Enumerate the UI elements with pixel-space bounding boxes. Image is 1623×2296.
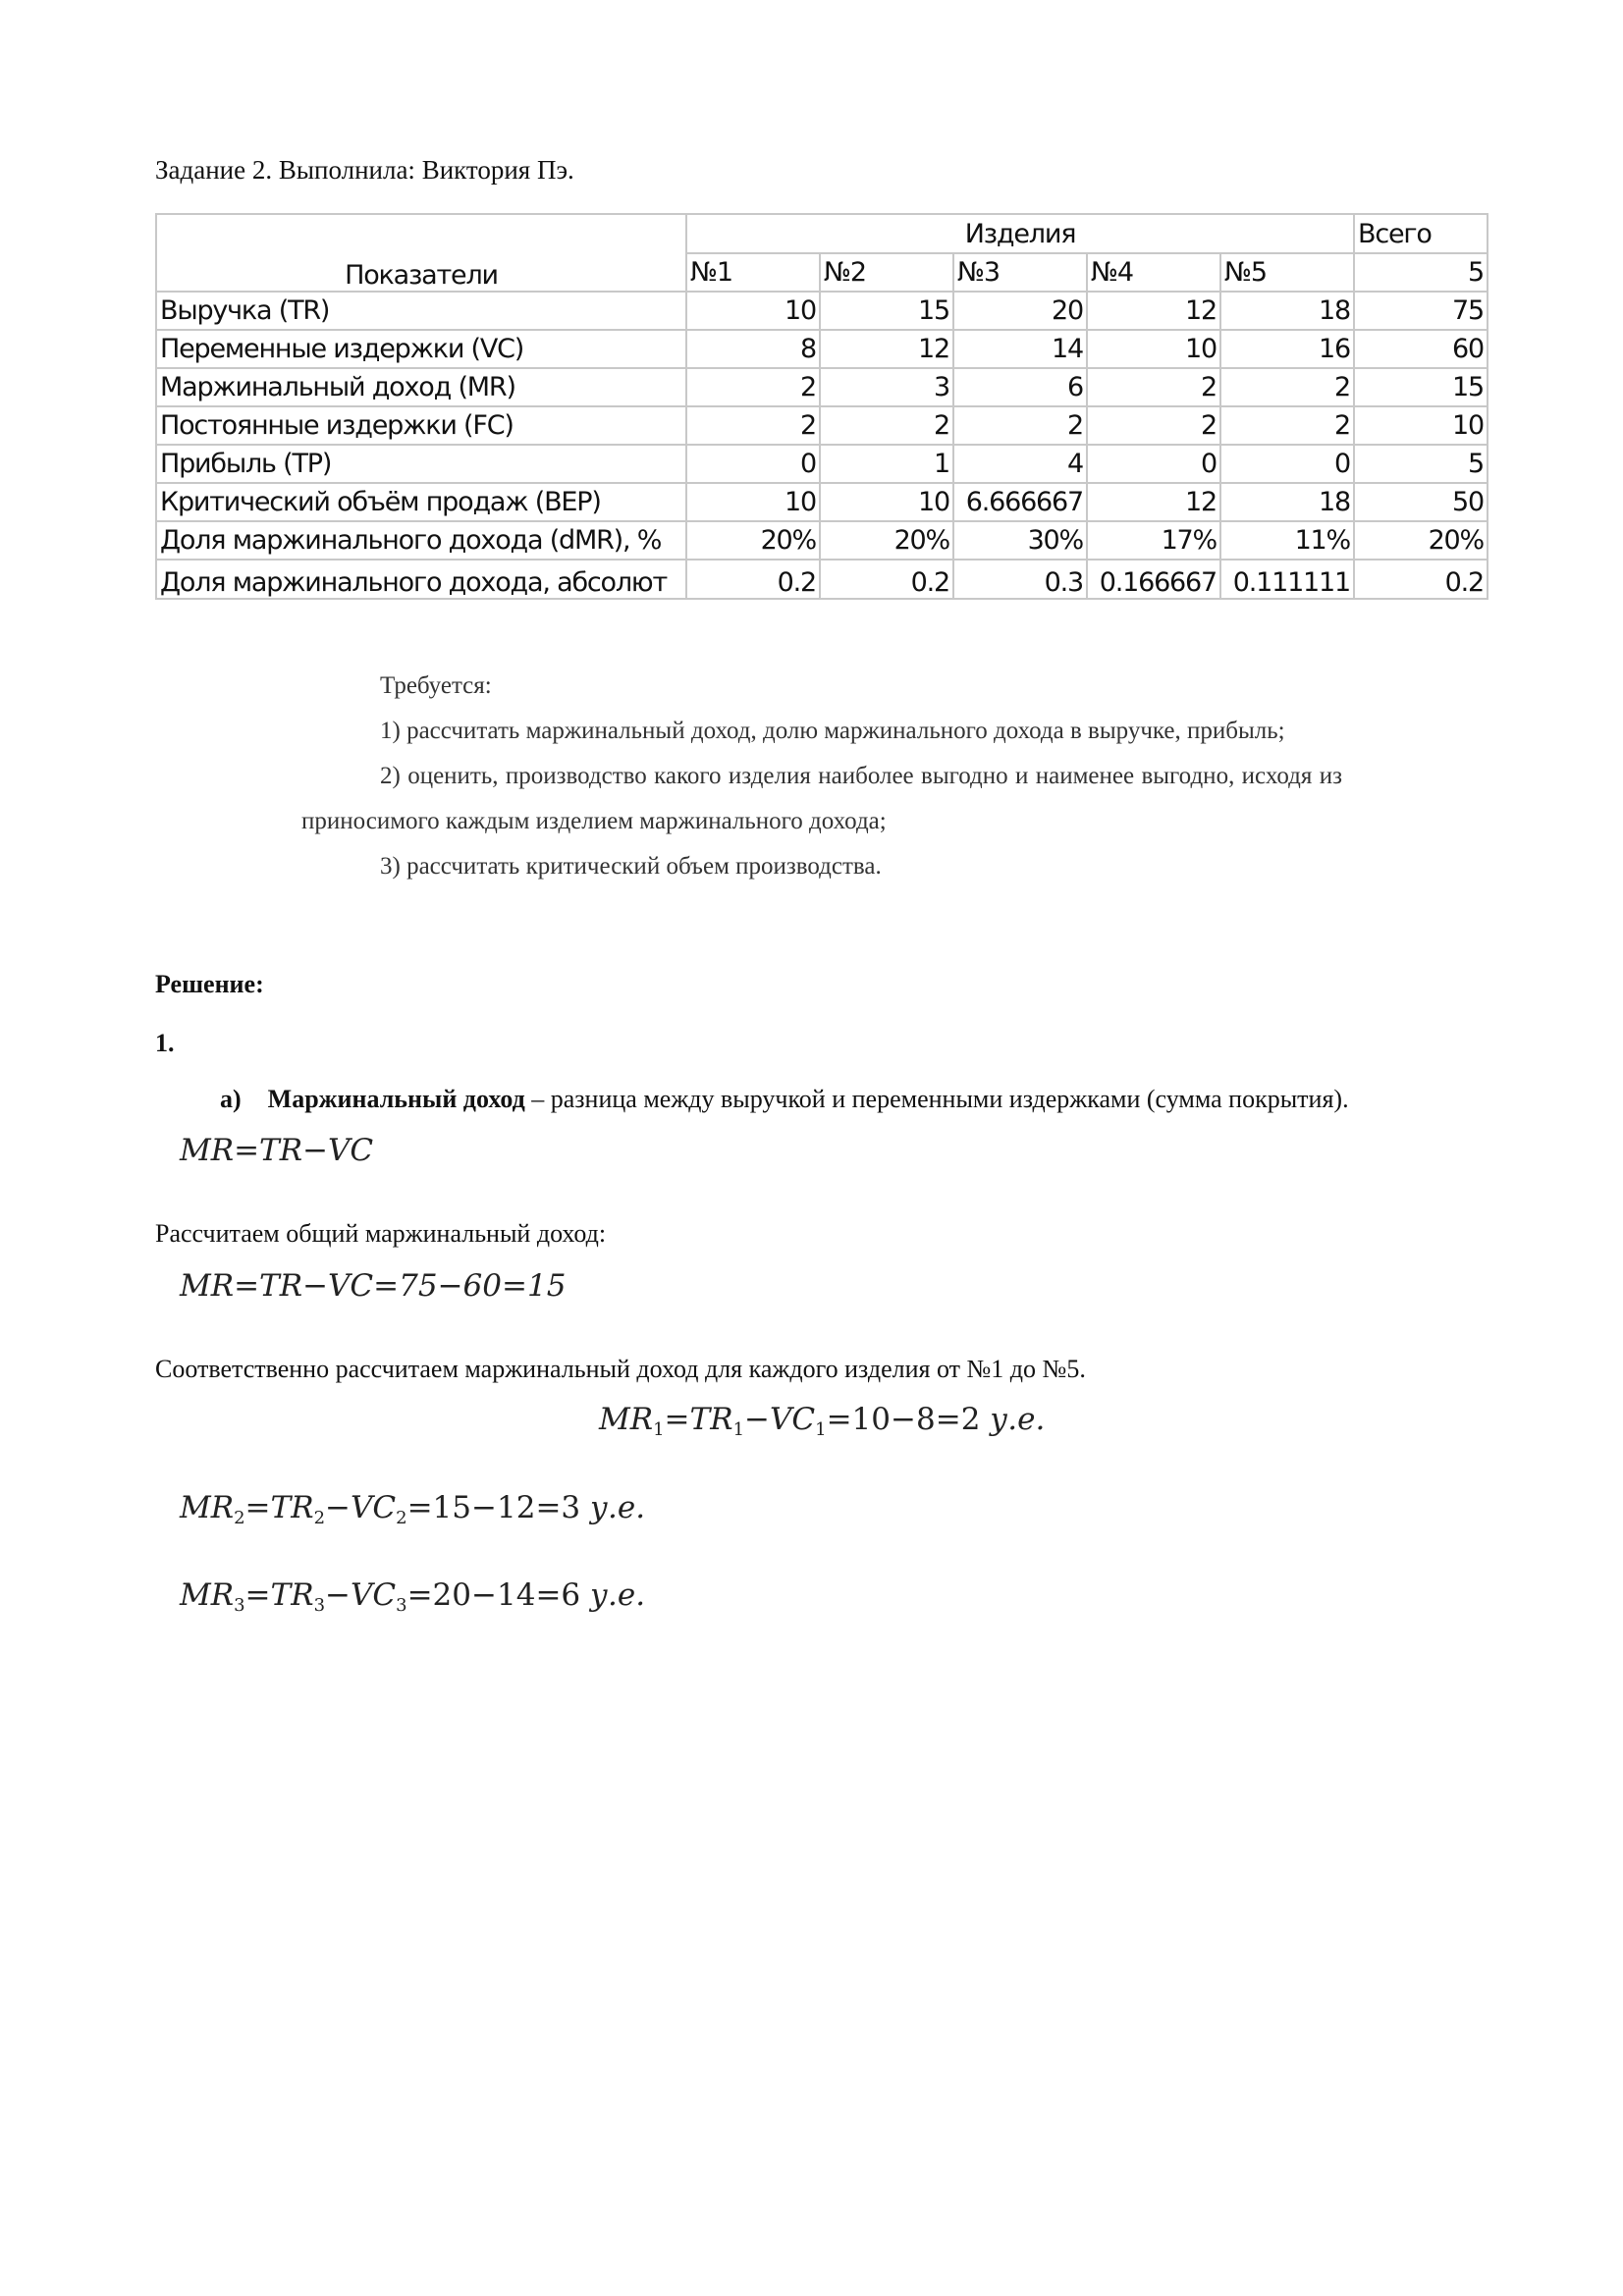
table-row [156,292,1488,330]
table-cell: 2 [686,406,820,445]
table-cell: 1 [820,445,953,483]
each-intro: Соответственно рассчитаем маржинальный доход для каждого изделия от №1 до №5. [155,1355,1086,1383]
row-label: Постоянные издержки (FC) [156,406,686,445]
table-row [156,560,1488,599]
table-row [156,368,1488,406]
formula-total: MR=TR−VC=75−60=15 [180,1268,567,1304]
header-group-cell: Изделия [686,214,1354,253]
task-item-2: 2) оценить, производство какого изделия наиболее выгодно и наименее выгодно, исходя из приносимого каждым изделием маржинального дохода; [301,763,1342,834]
table-cell: 15 [1354,368,1488,406]
table-cell: 20% [686,521,820,560]
formula-product-3: $MR_3=TR_3-VC_3=20-14=6$ у.е. [180,1577,646,1616]
column-header: №4 [1087,253,1220,292]
task-heading: Требуется: [380,672,492,699]
table-cell: 10 [686,483,820,521]
solution-heading: Решение: [155,970,264,998]
table-header-row-1 [156,214,1488,253]
table-cell: 0.2 [686,560,820,599]
table-cell: 15 [820,292,953,330]
table-cell: 0 [1220,445,1354,483]
total-count-cell: 5 [1354,253,1488,292]
table-cell: 18 [1220,483,1354,521]
table-cell: 12 [1087,483,1220,521]
table-cell: 2 [1220,368,1354,406]
row-label: Выручка (TR) [156,292,686,330]
table-cell: 50 [1354,483,1488,521]
row-label: Доля маржинального дохода (dMR), % [156,521,686,560]
solution-number: 1. [155,1029,175,1057]
table-cell: 2 [1087,406,1220,445]
definition-text: – разница между выручкой и переменными издержками (сумма покрытия). [524,1085,1349,1113]
row-label: Критический объём продаж (BEP) [156,483,686,521]
indicators-table [155,213,1488,600]
task-item-1: 1) рассчитать маржинальный доход, долю маржинального дохода в выручке, прибыль; [380,718,1285,744]
table-cell: 4 [953,445,1087,483]
table-cell: 8 [686,330,820,368]
task-item-3: 3) рассчитать критический объем производства. [380,853,882,880]
table-row [156,445,1488,483]
table-cell: 10 [820,483,953,521]
table-cell: 60 [1354,330,1488,368]
table-cell: 0 [1087,445,1220,483]
table-cell: 18 [1220,292,1354,330]
table-cell: 16 [1220,330,1354,368]
document-title: Задание 2. Выполнила: Виктория Пэ. [155,155,574,185]
table-cell: 0.2 [1354,560,1488,599]
table-cell: 0.2 [820,560,953,599]
table-cell: 0.111111 [1220,560,1354,599]
formula-general: MR=TR−VC [180,1133,374,1168]
table-cell: 12 [820,330,953,368]
table-cell: 20% [1354,521,1488,560]
table-cell: 17% [1087,521,1220,560]
table-cell: 20% [820,521,953,560]
total-intro: Рассчитаем общий маржинальный доход: [155,1219,607,1248]
table-cell: 6 [953,368,1087,406]
table-row [156,330,1488,368]
table-cell: 30% [953,521,1087,560]
table-cell: 20 [953,292,1087,330]
item-letter: а) [220,1085,242,1113]
definition-line [220,1085,1349,1114]
table-cell: 11% [1220,521,1354,560]
row-label: Прибыль (TP) [156,445,686,483]
table-row [156,406,1488,445]
table-cell: 2 [686,368,820,406]
column-header: №1 [686,253,820,292]
row-label: Доля маржинального дохода, абсолют [156,560,686,599]
table-cell: 6.666667 [953,483,1087,521]
definition-term: Маржинальный доход [267,1085,525,1113]
table-cell: 14 [953,330,1087,368]
row-label: Переменные издержки (VC) [156,330,686,368]
table-cell: 3 [820,368,953,406]
table-cell: 0.3 [953,560,1087,599]
header-total-cell: Всего [1354,214,1488,253]
column-header: №3 [953,253,1087,292]
table-cell: 12 [1087,292,1220,330]
table-row [156,521,1488,560]
table-body [156,292,1488,599]
formula-product-1: $MR_1=TR_1-VC_1=10-8=2$ у.е. [599,1402,1046,1440]
formula-product-2: $MR_2=TR_2-VC_2=15-12=3$ у.е. [180,1490,646,1528]
table-cell: 2 [1220,406,1354,445]
column-header: №5 [1220,253,1354,292]
table-cell: 2 [953,406,1087,445]
table-cell: 2 [820,406,953,445]
table-cell: 0.166667 [1087,560,1220,599]
table-cell: 10 [1354,406,1488,445]
table-cell: 2 [1087,368,1220,406]
table-cell: 5 [1354,445,1488,483]
column-header: №2 [820,253,953,292]
table-row [156,483,1488,521]
header-label-cell: Показатели [156,214,686,292]
table-cell: 75 [1354,292,1488,330]
task-block [301,664,1342,889]
table-cell: 10 [686,292,820,330]
table-cell: 0 [686,445,820,483]
table-cell: 10 [1087,330,1220,368]
row-label: Маржинальный доход (MR) [156,368,686,406]
